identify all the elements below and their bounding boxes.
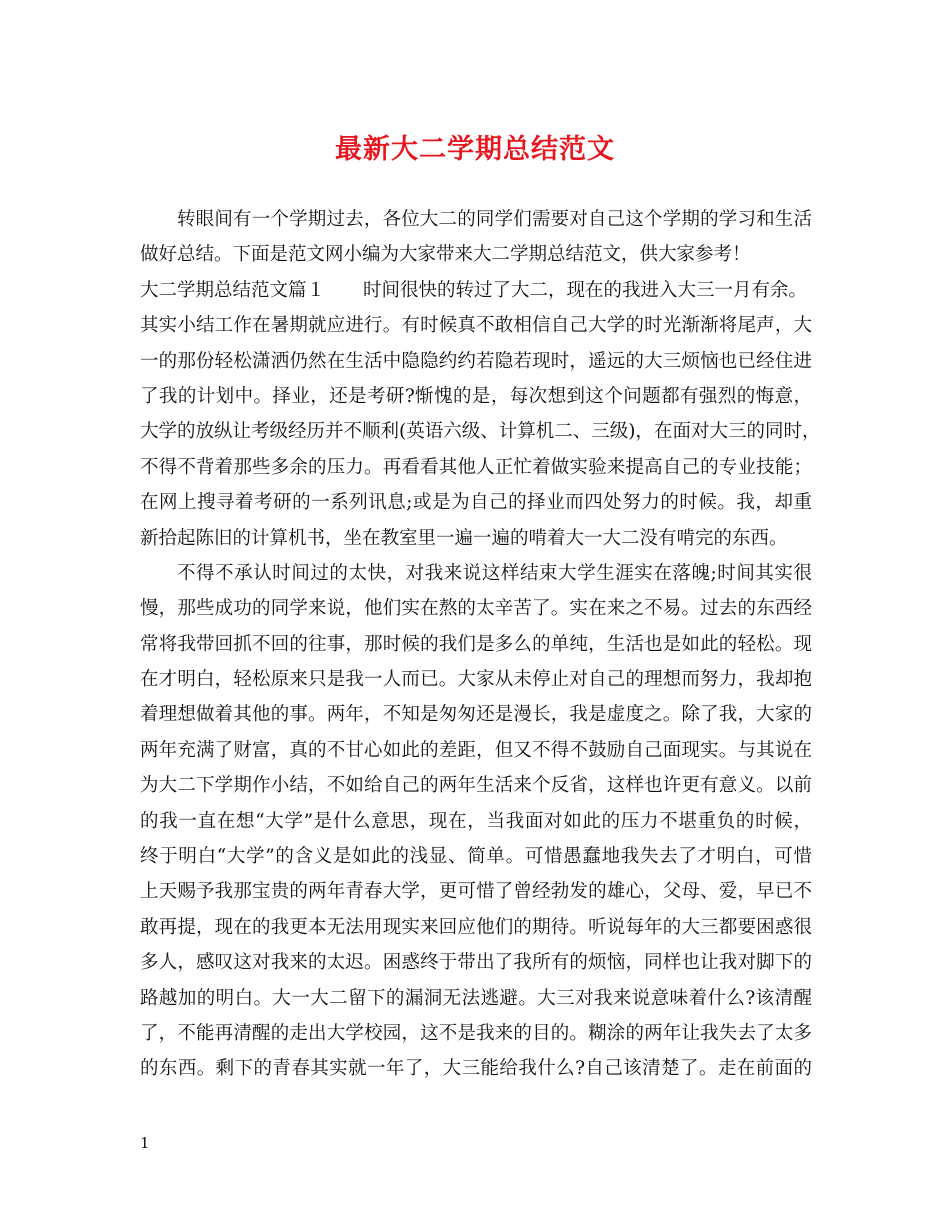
paragraph-line: 一的那份轻松潇洒仍然在生活中隐隐约约若隐若现时，遥远的大三烦恼也已经住进 — [140, 350, 812, 372]
paragraph-line: 不得不承认时间过的太快，对我来说这样结束大学生涯实在落魄;时间其实很 — [177, 562, 812, 584]
paragraph-line: 着理想做着其他的事。两年，不知是匆匆还是漫长，我是虚度之。除了我，大家的 — [140, 704, 812, 726]
paragraph-line: 在才明白，轻松原来只是我一人而已。大家从未停止对自己的理想而努力，我却抱 — [140, 669, 812, 691]
paragraph-line: 不得不背着那些多余的压力。再看看其他人正忙着做实验来提高自己的专业技能； — [140, 456, 812, 478]
paragraph-line: 做好总结。下面是范文网小编为大家带来大二学期总结范文，供大家参考！ — [140, 244, 751, 266]
document-title: 最新大二学期总结范文 — [335, 134, 615, 165]
paragraph-line: 为大二下学期作小结，不如给自己的两年生活来个反省，这样也许更有意义。以前 — [140, 775, 812, 797]
paragraph-line: 上天赐予我那宝贵的两年青春大学，更可惜了曾经勃发的雄心，父母、爱，早已不 — [140, 881, 812, 903]
paragraph-line: 了我的计划中。择业，还是考研?惭愧的是，每次想到这个问题都有强烈的悔意， — [140, 385, 812, 407]
paragraph-line: 大学的放纵让考级经历并不顺利(英语六级、计算机二、三级)，在面对大三的同时， — [140, 421, 821, 443]
paragraph-line: 的东西。剩下的青春其实就一年了，大三能给我什么?自己该清楚了。走在前面的 — [140, 1058, 812, 1080]
paragraph-line: 两年充满了财富，真的不甘心如此的差距，但又不得不鼓励自己面现实。与其说在 — [140, 739, 812, 761]
paragraph-line: 了，不能再清醒的走出大学校园，这不是我来的目的。糊涂的两年让我失去了太多 — [140, 1022, 812, 1044]
paragraph-line: 在网上搜寻着考研的一系列讯息;或是为自己的择业而四处努力的时候。我，却重 — [140, 492, 812, 514]
paragraph-line: 时间很快的转过了大二，现在的我进入大三一月有余。 — [363, 279, 808, 301]
paragraph-line: 新拾起陈旧的计算机书，坐在教室里一遍一遍的啃着大一大二没有啃完的东西。 — [140, 527, 788, 549]
paragraph-line: 路越加的明白。大一大二留下的漏洞无法逃避。大三对我来说意味着什么?该清醒 — [140, 987, 812, 1009]
section-heading-line — [140, 273, 812, 308]
section-heading: 大二学期总结范文篇１ — [140, 279, 326, 301]
paragraph-line: 多人，感叹这对我来的太迟。困惑终于带出了我所有的烦恼，同样也让我对脚下的 — [140, 952, 812, 974]
paragraph-line: 其实小结工作在暑期就应进行。有时候真不敢相信自己大学的时光渐渐将尾声，大 — [140, 315, 812, 337]
paragraph-line: 敢再提，现在的我更本无法用现实来回应他们的期待。听说每年的大三都要困惑很 — [140, 916, 812, 938]
document-body — [140, 202, 821, 1087]
paragraph-line: 的我一直在想“大学”是什么意思，现在，当我面对如此的压力不堪重负的时候， — [140, 810, 812, 832]
paragraph-line: 终于明白“大学”的含义是如此的浅显、简单。可惜愚蠢地我失去了才明白，可惜 — [140, 846, 812, 868]
paragraph-line: 常将我带回抓不回的往事，那时候的我们是多么的单纯，生活也是如此的轻松。现 — [140, 633, 812, 655]
paragraph-line: 慢，那些成功的同学来说，他们实在熬的太辛苦了。实在来之不易。过去的东西经 — [140, 598, 812, 620]
page-number: 1 — [140, 1134, 150, 1152]
paragraph-line: 转眼间有一个学期过去，各位大二的同学们需要对自己这个学期的学习和生活 — [177, 209, 812, 230]
